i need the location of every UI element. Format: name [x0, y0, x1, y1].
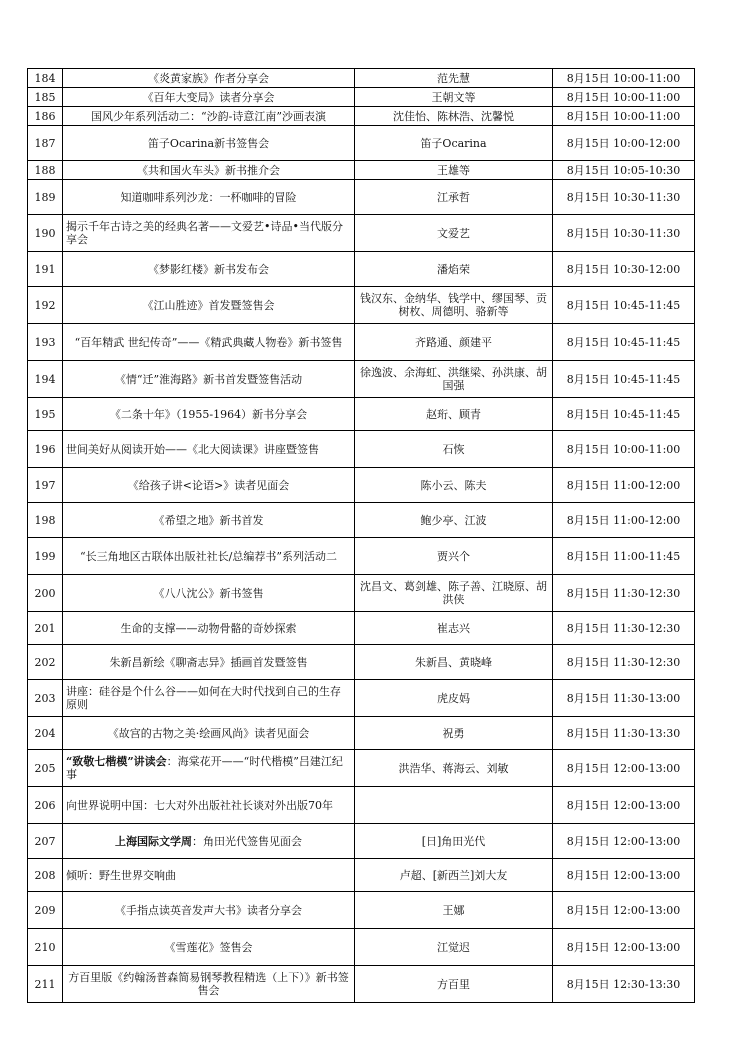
table-row	[28, 717, 695, 750]
speakers: 王雄等	[355, 161, 553, 180]
event-title-text: ：海棠花开——“时代楷模”吕建江纪事	[66, 755, 343, 781]
speakers: 崔志兴	[355, 612, 553, 645]
table-row	[28, 252, 695, 287]
event-title-text: ：角田光代签售见面会	[192, 834, 302, 848]
event-title: 《手指点读英音发声大书》读者分享会	[63, 892, 355, 929]
event-time: 8月15日 11:00-12:00	[553, 468, 695, 503]
event-time: 8月15日 11:30-13:30	[553, 717, 695, 750]
table-row	[28, 680, 695, 717]
event-title: 讲座：硅谷是个什么谷——如何在大时代找到自己的生存原则	[63, 680, 355, 717]
row-number: 202	[28, 645, 63, 680]
row-number: 190	[28, 215, 63, 252]
speakers: 方百里	[355, 966, 553, 1003]
event-time: 8月15日 12:00-13:00	[553, 824, 695, 859]
event-time: 8月15日 10:05-10:30	[553, 161, 695, 180]
table-row	[28, 468, 695, 503]
table-row	[28, 503, 695, 538]
row-number: 192	[28, 287, 63, 324]
event-title: 倾听：野生世界交响曲	[63, 859, 355, 892]
event-time: 8月15日 12:00-13:00	[553, 787, 695, 824]
event-time: 8月15日 10:45-11:45	[553, 361, 695, 398]
event-time: 8月15日 10:30-11:30	[553, 215, 695, 252]
row-number: 201	[28, 612, 63, 645]
event-title: 《给孩子讲<论语>》读者见面会	[63, 468, 355, 503]
speakers: 祝勇	[355, 717, 553, 750]
event-title: 《希望之地》新书首发	[63, 503, 355, 538]
event-time: 8月15日 12:30-13:30	[553, 966, 695, 1003]
speakers: 贾兴个	[355, 538, 553, 575]
event-title: 笛子Ocarina新书签售会	[63, 126, 355, 161]
table-row	[28, 126, 695, 161]
speakers: 赵珩、顾青	[355, 398, 553, 431]
row-number: 194	[28, 361, 63, 398]
event-title: 揭示千年古诗之美的经典名著——文爱艺•诗品•当代版分享会	[63, 215, 355, 252]
row-number: 189	[28, 180, 63, 215]
speakers	[355, 787, 553, 824]
event-title: “长三角地区古联体出版社社长/总编荐书”系列活动二	[63, 538, 355, 575]
speakers: 洪浩华、蒋海云、刘敏	[355, 750, 553, 787]
event-title: 国风少年系列活动二：“沙韵-诗意江南”沙画表演	[63, 107, 355, 126]
row-number: 204	[28, 717, 63, 750]
event-title: 《雪莲花》签售会	[63, 929, 355, 966]
row-number: 211	[28, 966, 63, 1003]
speakers: 江觉迟	[355, 929, 553, 966]
speakers: 虎皮妈	[355, 680, 553, 717]
event-title: 方百里版《约翰汤普森简易钢琴教程精选（上下）》新书签售会	[63, 966, 355, 1003]
row-number: 209	[28, 892, 63, 929]
event-time: 8月15日 10:00-12:00	[553, 126, 695, 161]
event-title: 《梦影红楼》新书发布会	[63, 252, 355, 287]
event-title: 知道咖啡系列沙龙：一杯咖啡的冒险	[63, 180, 355, 215]
event-time: 8月15日 10:45-11:45	[553, 398, 695, 431]
row-number: 186	[28, 107, 63, 126]
row-number: 199	[28, 538, 63, 575]
event-series-label: 上海国际文学周	[115, 834, 192, 848]
row-number: 205	[28, 750, 63, 787]
event-time: 8月15日 11:30-12:30	[553, 575, 695, 612]
speakers: 范先慧	[355, 69, 553, 88]
row-number: 206	[28, 787, 63, 824]
table-row	[28, 892, 695, 929]
speakers: 潘焰荣	[355, 252, 553, 287]
speakers: 鲍少亭、江波	[355, 503, 553, 538]
speakers: 徐逸波、余海虹、洪继梁、孙洪康、胡国强	[355, 361, 553, 398]
schedule-body	[28, 69, 695, 1003]
table-row	[28, 287, 695, 324]
event-title: 《故宫的古物之美·绘画风尚》读者见面会	[63, 717, 355, 750]
event-time: 8月15日 10:00-11:00	[553, 431, 695, 468]
event-series-label: “致敬七楷模”讲读会	[66, 755, 167, 768]
speakers: 沈佳怡、陈林浩、沈馨悦	[355, 107, 553, 126]
table-row	[28, 859, 695, 892]
event-time: 8月15日 11:00-11:45	[553, 538, 695, 575]
event-title: 世间美好从阅读开始——《北大阅读课》讲座暨签售	[63, 431, 355, 468]
event-title: 《情“迁”淮海路》新书首发暨签售活动	[63, 361, 355, 398]
row-number: 210	[28, 929, 63, 966]
table-row	[28, 107, 695, 126]
row-number: 208	[28, 859, 63, 892]
event-title: “百年精武 世纪传奇”——《精武典藏人物卷》新书签售	[63, 324, 355, 361]
event-title: 《江山胜迹》首发暨签售会	[63, 287, 355, 324]
speakers: 王娜	[355, 892, 553, 929]
event-time: 8月15日 10:45-11:45	[553, 324, 695, 361]
event-title: 向世界说明中国：七大对外出版社社长谈对外出版70年	[63, 787, 355, 824]
table-row	[28, 88, 695, 107]
speakers: [日]角田光代	[355, 824, 553, 859]
table-row	[28, 612, 695, 645]
table-row	[28, 750, 695, 787]
table-row	[28, 215, 695, 252]
row-number: 200	[28, 575, 63, 612]
table-row	[28, 787, 695, 824]
speakers: 陈小云、陈夫	[355, 468, 553, 503]
row-number: 188	[28, 161, 63, 180]
event-time: 8月15日 11:00-12:00	[553, 503, 695, 538]
table-row	[28, 575, 695, 612]
row-number: 193	[28, 324, 63, 361]
row-number: 187	[28, 126, 63, 161]
speakers: 沈昌文、葛剑雄、陈子善、江晓原、胡洪侠	[355, 575, 553, 612]
table-row	[28, 538, 695, 575]
event-title: 《炎黄家族》作者分享会	[63, 69, 355, 88]
speakers: 王朝文等	[355, 88, 553, 107]
event-title	[63, 824, 355, 859]
event-time: 8月15日 10:00-11:00	[553, 107, 695, 126]
table-row	[28, 161, 695, 180]
table-row	[28, 180, 695, 215]
table-row	[28, 645, 695, 680]
event-time: 8月15日 10:30-11:30	[553, 180, 695, 215]
row-number: 197	[28, 468, 63, 503]
row-number: 198	[28, 503, 63, 538]
event-title: 生命的支撑——动物骨骼的奇妙探索	[63, 612, 355, 645]
event-time: 8月15日 10:30-12:00	[553, 252, 695, 287]
schedule-table	[27, 68, 695, 1003]
event-time: 8月15日 12:00-13:00	[553, 859, 695, 892]
table-row	[28, 824, 695, 859]
speakers: 齐路通、颜建平	[355, 324, 553, 361]
event-time: 8月15日 12:00-13:00	[553, 929, 695, 966]
event-title: 《百年大变局》读者分享会	[63, 88, 355, 107]
event-time: 8月15日 11:30-12:30	[553, 645, 695, 680]
event-time: 8月15日 11:30-13:00	[553, 680, 695, 717]
row-number: 184	[28, 69, 63, 88]
row-number: 207	[28, 824, 63, 859]
speakers: 钱汉东、金纳华、钱学中、缪国琴、贡树枚、周德明、骆新等	[355, 287, 553, 324]
row-number: 196	[28, 431, 63, 468]
speakers: 江承哲	[355, 180, 553, 215]
row-number: 195	[28, 398, 63, 431]
row-number: 185	[28, 88, 63, 107]
event-title	[63, 750, 355, 787]
speakers: 石恢	[355, 431, 553, 468]
event-time: 8月15日 10:00-11:00	[553, 69, 695, 88]
table-row	[28, 324, 695, 361]
table-row	[28, 431, 695, 468]
event-time: 8月15日 12:00-13:00	[553, 750, 695, 787]
table-row	[28, 398, 695, 431]
event-title: 《二条十年》（1955-1964）新书分享会	[63, 398, 355, 431]
event-time: 8月15日 10:45-11:45	[553, 287, 695, 324]
table-row	[28, 361, 695, 398]
speakers: 卢超、[新西兰]刘大友	[355, 859, 553, 892]
table-row	[28, 966, 695, 1003]
event-title: 朱新昌新绘《聊斋志异》插画首发暨签售	[63, 645, 355, 680]
event-title: 《八八沈公》新书签售	[63, 575, 355, 612]
table-row	[28, 69, 695, 88]
table-row	[28, 929, 695, 966]
row-number: 203	[28, 680, 63, 717]
speakers: 文爱艺	[355, 215, 553, 252]
speakers: 朱新昌、黄晓峰	[355, 645, 553, 680]
row-number: 191	[28, 252, 63, 287]
event-time: 8月15日 11:30-12:30	[553, 612, 695, 645]
event-time: 8月15日 12:00-13:00	[553, 892, 695, 929]
event-time: 8月15日 10:00-11:00	[553, 88, 695, 107]
speakers: 笛子Ocarina	[355, 126, 553, 161]
event-title: 《共和国火车头》新书推介会	[63, 161, 355, 180]
